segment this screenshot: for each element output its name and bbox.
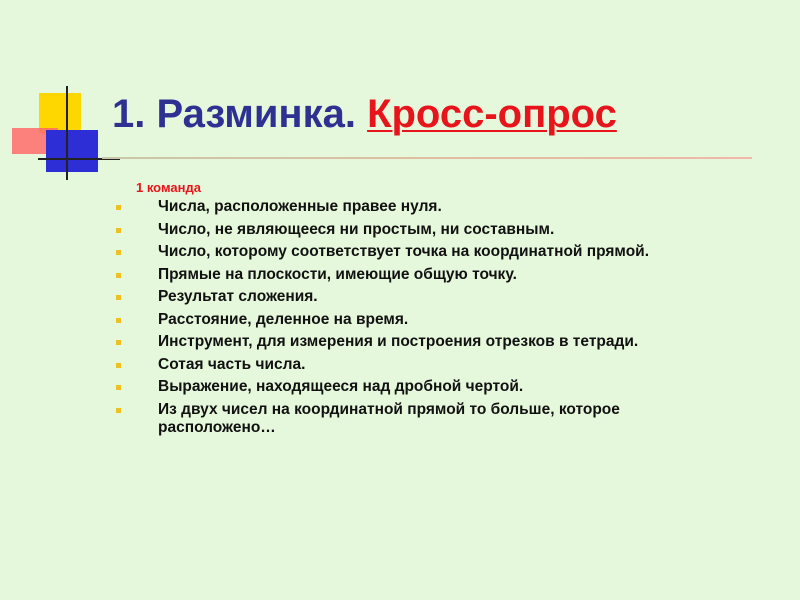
list-item-text: Инструмент, для измерения и построения отрезков в тетради. (158, 333, 639, 350)
square-bullet-icon (116, 385, 121, 390)
list-item-text: Сотая часть числа. (158, 355, 306, 373)
list-item (116, 378, 716, 396)
list-item (116, 356, 716, 374)
square-bullet-icon (116, 205, 121, 210)
square-bullet-icon (116, 340, 121, 345)
slide-title (112, 90, 617, 138)
square-bullet-icon (116, 408, 121, 413)
list-item-text: Выражение, находящееся над дробной чертой. (158, 378, 524, 395)
logo-blue-square (46, 130, 98, 172)
question-list (116, 198, 716, 441)
square-bullet-icon (116, 363, 121, 368)
list-item (116, 333, 716, 351)
list-item (116, 221, 716, 239)
list-item (116, 266, 716, 284)
list-item-text: Прямые на плоскости, имеющие общую точку. (158, 265, 517, 283)
list-item-text: Число, которому соответствует точка на координатной прямой. (158, 243, 649, 260)
square-bullet-icon (116, 250, 121, 255)
title-divider (102, 157, 752, 159)
list-item-text: Из двух чисел на координатной прямой то больше, которое расположено… (158, 400, 620, 436)
list-item-text: Расстояние, деленное на время. (158, 310, 409, 328)
slide-title-main: 1. Разминка. (112, 92, 368, 136)
square-bullet-icon (116, 273, 121, 278)
list-item (116, 243, 716, 261)
list-item (116, 198, 716, 216)
square-bullet-icon (116, 228, 121, 233)
list-item-text: Числа, расположенные правее нуля. (158, 198, 442, 215)
logo-yellow-square (39, 93, 81, 133)
list-item (116, 311, 716, 329)
square-bullet-icon (116, 295, 121, 300)
team-label: 1 команда (136, 180, 201, 195)
logo-vertical-line (66, 86, 68, 180)
list-item (116, 288, 716, 306)
list-item (116, 401, 716, 437)
square-bullet-icon (116, 318, 121, 323)
list-item-text: Число, не являющееся ни простым, ни составным. (158, 220, 555, 238)
list-item-text: Результат сложения. (158, 288, 318, 305)
slide-title-accent: Кросс-опрос (367, 92, 617, 136)
colored-squares-logo-icon (0, 0, 120, 190)
